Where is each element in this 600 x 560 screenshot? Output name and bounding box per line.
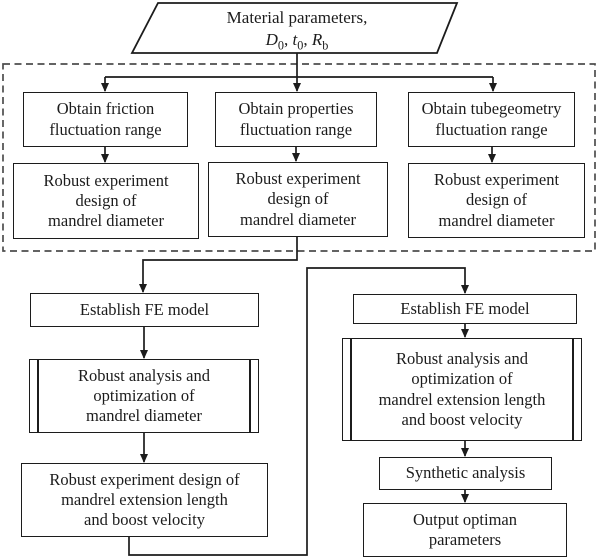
node-output-parameters: [363, 503, 567, 557]
node-fe-model-left: [30, 293, 259, 327]
node-obtain-friction: [23, 92, 188, 147]
var-subscript: 0: [297, 38, 304, 53]
node-design-properties: [208, 162, 388, 237]
label-line: Obtain properties: [238, 99, 354, 119]
node-design-tube-geometry: [408, 163, 585, 238]
label-line: parameters: [428, 530, 502, 549]
label-line: Robust analysis and: [396, 349, 528, 369]
label-line: fluctuation range: [49, 119, 162, 139]
label-line: Robust experiment: [43, 170, 169, 190]
node-obtain-properties: [215, 92, 377, 147]
label-line: Synthetic analysis: [405, 463, 526, 483]
var-separator: ,: [284, 29, 293, 49]
node-design-friction: [13, 163, 199, 239]
label-line: Establish FE model: [79, 299, 210, 319]
label-line: Obtain tubegeometry: [421, 99, 562, 119]
label-line: Robust experiment design of: [49, 469, 240, 489]
label-line: mandrel diameter: [438, 210, 555, 230]
label-line: Establish FE model: [400, 298, 530, 318]
var-separator: ,: [303, 29, 312, 49]
connector-group-to-fe-model-left: [143, 237, 297, 292]
double-bar-left: [37, 360, 39, 432]
node-synthetic-analysis: [379, 457, 552, 490]
var-symbol: t: [292, 29, 298, 49]
node-analysis-extension-boost: [342, 338, 582, 441]
double-bar-right: [249, 360, 251, 432]
label-line: design of: [267, 189, 329, 209]
label-line: design of: [75, 190, 137, 210]
label-line: Output optiman: [412, 509, 518, 529]
label-line: mandrel diameter: [240, 209, 356, 229]
label-line: mandrel diameter: [86, 406, 202, 426]
label-line: design of: [466, 190, 527, 210]
node-material-parameters: [152, 7, 442, 51]
label-line: Robust experiment: [235, 169, 361, 189]
label-line: and boost velocity: [401, 409, 523, 429]
double-bar-left: [350, 339, 352, 440]
node-obtain-tube-geometry: [408, 92, 575, 147]
double-bar-right: [572, 339, 574, 440]
label-line: optimization of: [93, 385, 195, 405]
var-symbol: R: [311, 29, 323, 49]
label-line: mandrel diameter: [48, 211, 164, 231]
label-line: Robust analysis and: [78, 365, 210, 385]
var-symbol: D: [265, 29, 278, 49]
label-line: Obtain friction: [56, 99, 155, 119]
label-line: and boost velocity: [84, 510, 205, 530]
label-line: optimization of: [411, 369, 513, 389]
label-line: fluctuation range: [435, 119, 548, 139]
label-line: fluctuation range: [239, 119, 353, 139]
label-line: mandrel extension length: [378, 389, 546, 409]
label-line: [152, 29, 442, 51]
var-subscript: b: [322, 38, 329, 53]
node-design-extension-boost: [21, 463, 268, 537]
label-line: mandrel extension length: [61, 489, 228, 509]
label-line: Material parameters,: [226, 8, 368, 27]
var-subscript: 0: [277, 38, 285, 53]
node-analysis-mandrel-diameter: [29, 359, 259, 433]
label-line: Robust experiment: [433, 170, 560, 190]
node-fe-model-right: [353, 294, 577, 324]
